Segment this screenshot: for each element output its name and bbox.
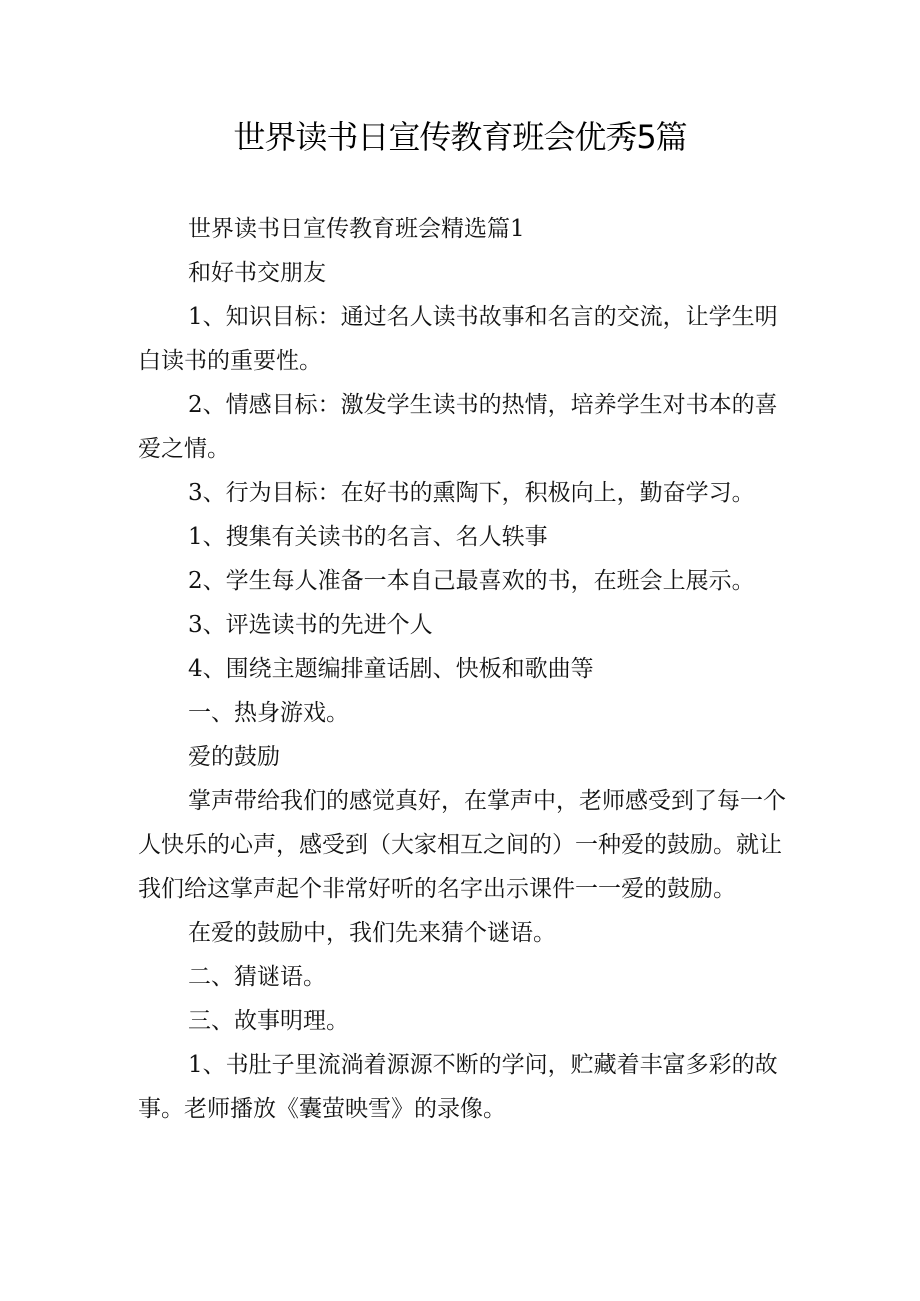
- document-body: [138, 207, 788, 1131]
- text-line: 一、热身游戏。: [188, 700, 349, 726]
- paragraph: [138, 735, 788, 779]
- text-line: 4、围绕主题编排童话剧、快板和歌曲等: [188, 656, 594, 682]
- text-line: 3、行为目标：在好书的熏陶下，积极向上，勤奋学习。: [188, 480, 755, 506]
- paragraph: [138, 911, 788, 955]
- text-line: 2、学生每人准备一本自己最喜欢的书，在班会上展示。: [188, 568, 755, 594]
- text-line: 在爱的鼓励中，我们先来猜个谜语。: [188, 920, 556, 946]
- theme-line: [138, 251, 788, 295]
- paragraph: [138, 955, 788, 999]
- paragraph: [138, 647, 788, 691]
- text-line: 1、知识目标：通过名人读书故事和名言的交流，让学生明: [188, 304, 778, 330]
- paragraph: [138, 515, 788, 559]
- text-line: 人快乐的心声，感受到（大家相互之间的）一种爱的鼓励。就让: [138, 832, 782, 858]
- text-line: 事。老师播放《囊萤映雪》的录像。: [138, 1096, 506, 1122]
- text-line: 1、书肚子里流淌着源源不断的学问，贮藏着丰富多彩的故: [188, 1052, 778, 1078]
- section-heading: [138, 207, 788, 251]
- text-line: 爱之情。: [138, 436, 230, 462]
- text-line: 3、评选读书的先进个人: [188, 612, 433, 638]
- text-line: 世界读书日宣传教育班会精选篇1: [188, 216, 525, 242]
- text-line: 三、故事明理。: [188, 1008, 349, 1034]
- text-line: 掌声带给我们的感觉真好，在掌声中，老师感受到了每一个: [188, 788, 786, 814]
- text-line: 2、情感目标：激发学生读书的热情，培养学生对书本的喜: [188, 392, 778, 418]
- text-line: 二、猜谜语。: [188, 964, 326, 990]
- paragraph: [138, 383, 788, 471]
- text-line: 1、搜集有关读书的名言、名人轶事: [188, 524, 548, 550]
- text-line: 白读书的重要性。: [138, 348, 322, 374]
- paragraph: [138, 559, 788, 603]
- paragraph: [138, 295, 788, 383]
- paragraph: [138, 779, 788, 911]
- paragraph: [138, 1043, 788, 1131]
- paragraph: [138, 603, 788, 647]
- text-line: 爱的鼓励: [188, 744, 280, 770]
- paragraph: [138, 691, 788, 735]
- paragraph: [138, 471, 788, 515]
- document-title: 世界读书日宣传教育班会优秀5篇: [233, 118, 687, 156]
- text-line: 我们给这掌声起个非常好听的名字出示课件一一爱的鼓励。: [138, 876, 736, 902]
- paragraph: [138, 999, 788, 1043]
- text-line: 和好书交朋友: [188, 260, 326, 286]
